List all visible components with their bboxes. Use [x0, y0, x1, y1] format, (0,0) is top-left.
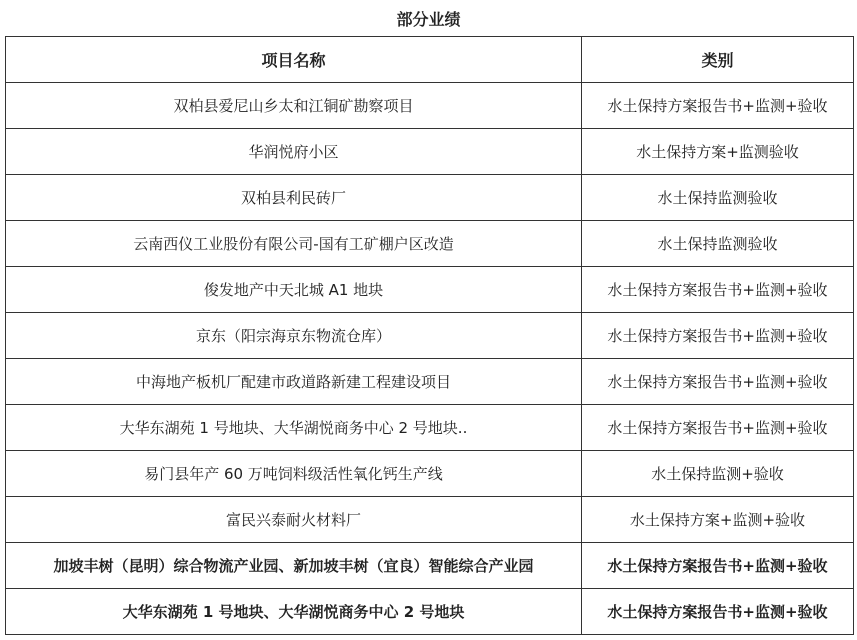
table-row [6, 267, 854, 313]
project-type-cell: 水土保持方案报告书+监测+验收 [582, 543, 854, 589]
project-name-cell: 大华东湖苑 1 号地块、大华湖悦商务中心 2 号地块 [6, 589, 582, 635]
project-name-cell: 华润悦府小区 [6, 129, 582, 175]
project-type-cell: 水土保持监测+验收 [582, 451, 854, 497]
project-name-cell: 加坡丰树（昆明）综合物流产业园、新加坡丰树（宜良）智能综合产业园 [6, 543, 582, 589]
project-name-cell: 大华东湖苑 1 号地块、大华湖悦商务中心 2 号地块.. [6, 405, 582, 451]
table-row [6, 313, 854, 359]
column-header-type: 类别 [582, 37, 854, 83]
table-header-row [6, 37, 854, 83]
project-type-cell: 水土保持方案报告书+监测+验收 [582, 313, 854, 359]
project-name-cell: 易门县年产 60 万吨饲料级活性氧化钙生产线 [6, 451, 582, 497]
project-name-cell: 京东（阳宗海京东物流仓库） [6, 313, 582, 359]
column-header-name: 项目名称 [6, 37, 582, 83]
results-table [5, 36, 854, 635]
project-type-cell: 水土保持监测验收 [582, 221, 854, 267]
project-name-cell: 中海地产板机厂配建市政道路新建工程建设项目 [6, 359, 582, 405]
table-row [6, 497, 854, 543]
project-name-cell: 双柏县爱尼山乡太和江铜矿勘察项目 [6, 83, 582, 129]
project-type-cell: 水土保持方案报告书+监测+验收 [582, 359, 854, 405]
project-type-cell: 水土保持方案+监测+验收 [582, 497, 854, 543]
table-row [6, 175, 854, 221]
project-name-cell: 双柏县利民砖厂 [6, 175, 582, 221]
project-type-cell: 水土保持方案报告书+监测+验收 [582, 589, 854, 635]
project-name-cell: 俊发地产中天北城 A1 地块 [6, 267, 582, 313]
project-type-cell: 水土保持方案报告书+监测+验收 [582, 83, 854, 129]
table-row [6, 451, 854, 497]
page-title: 部分业绩 [396, 10, 461, 29]
project-name-cell: 富民兴泰耐火材料厂 [6, 497, 582, 543]
table-row [6, 405, 854, 451]
table-row [6, 221, 854, 267]
project-name-cell: 云南西仪工业股份有限公司-国有工矿棚户区改造 [6, 221, 582, 267]
project-type-cell: 水土保持监测验收 [582, 175, 854, 221]
project-type-cell: 水土保持方案+监测验收 [582, 129, 854, 175]
project-type-cell: 水土保持方案报告书+监测+验收 [582, 267, 854, 313]
table-row [6, 129, 854, 175]
table-row [6, 359, 854, 405]
table-row [6, 83, 854, 129]
table-row [6, 589, 854, 635]
project-type-cell: 水土保持方案报告书+监测+验收 [582, 405, 854, 451]
table-row [6, 543, 854, 589]
